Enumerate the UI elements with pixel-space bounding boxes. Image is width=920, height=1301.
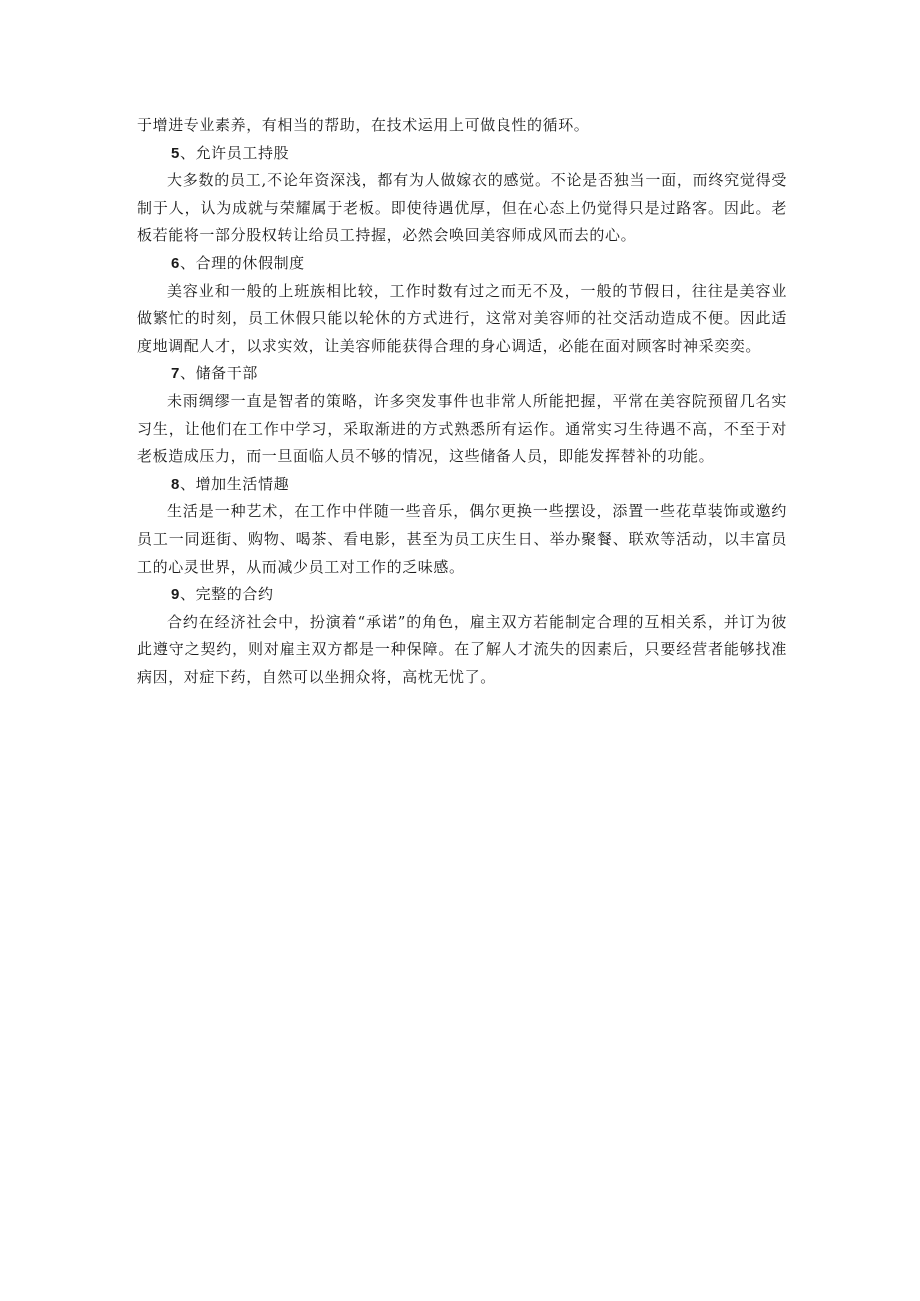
section-body-7: 未雨绸缪一直是智者的策略，许多突发事件也非常人所能把握，平常在美容院预留几名实习生，让他们在工作中学习，采取渐进的方式熟悉所有运作。通常实习生待遇不高，不至于对老板造成压力，而一旦面临人员不够的情况，这些储备人员，即能发挥替补的功能。	[137, 391, 787, 466]
section-title: 增加生活情趣	[195, 474, 290, 493]
section-heading-6	[137, 250, 787, 278]
section-heading-9	[137, 581, 787, 609]
document-page	[137, 112, 787, 691]
section-title: 合理的休假制度	[195, 253, 305, 272]
section-number: 6	[171, 254, 180, 272]
section-title: 储备干部	[195, 364, 258, 383]
section-heading-7	[137, 360, 787, 388]
section-number: 5	[171, 144, 180, 162]
section-title: 完整的合约	[195, 585, 274, 604]
section-number: 9	[171, 586, 180, 604]
section-separator: 、	[179, 364, 196, 383]
section-heading-8	[137, 471, 787, 499]
section-number: 7	[171, 365, 180, 383]
section-body-8: 生活是一种艺术，在工作中伴随一些音乐，偶尔更换一些摆设，添置一些花草装饰或邀约员工一同逛街、购物、喝茶、看电影，甚至为员工庆生日、举办聚餐、联欢等活动，以丰富员工的心灵世界，从而减少员工对工作的乏味感。	[137, 502, 787, 576]
intro-paragraph: 于增进专业素养，有相当的帮助，在技术运用上可做良性的循环。	[137, 116, 590, 134]
section-separator: 、	[179, 143, 196, 162]
section-title: 允许员工持股	[195, 143, 290, 162]
section-separator: 、	[179, 253, 196, 272]
section-number: 8	[171, 475, 180, 493]
section-separator: 、	[179, 474, 196, 493]
section-body-6: 美容业和一般的上班族相比较，工作时数有过之而无不及，一般的节假日，往往是美容业做繁忙的时刻，员工休假只能以轮休的方式进行，这常对美容师的社交活动造成不便。因此适度地调配人才，以求实效，让美容师能获得合理的身心调适，必能在面对顾客时神采奕奕。	[137, 281, 787, 355]
section-body-5: 大多数的员工,不论年资深浅，都有为人做嫁衣的感觉。不论是否独当一面，而终究觉得受制于人，认为成就与荣耀属于老板。即使待遇优厚，但在心态上仍觉得只是过路客。因此。老板若能将一部分股权转让给员工持握，必然会唤回美容师成风而去的心。	[137, 171, 787, 245]
section-heading-5	[137, 140, 787, 168]
section-body-9: 合约在经济社会中，扮演着“承诺”的角色，雇主双方若能制定合理的互相关系，并订为彼此遵守之契约，则对雇主双方都是一种保障。在了解人才流失的因素后，只要经营者能够找准病因，对症下药，自然可以坐拥众将，高枕无忧了。	[137, 612, 787, 686]
section-separator: 、	[179, 585, 196, 604]
